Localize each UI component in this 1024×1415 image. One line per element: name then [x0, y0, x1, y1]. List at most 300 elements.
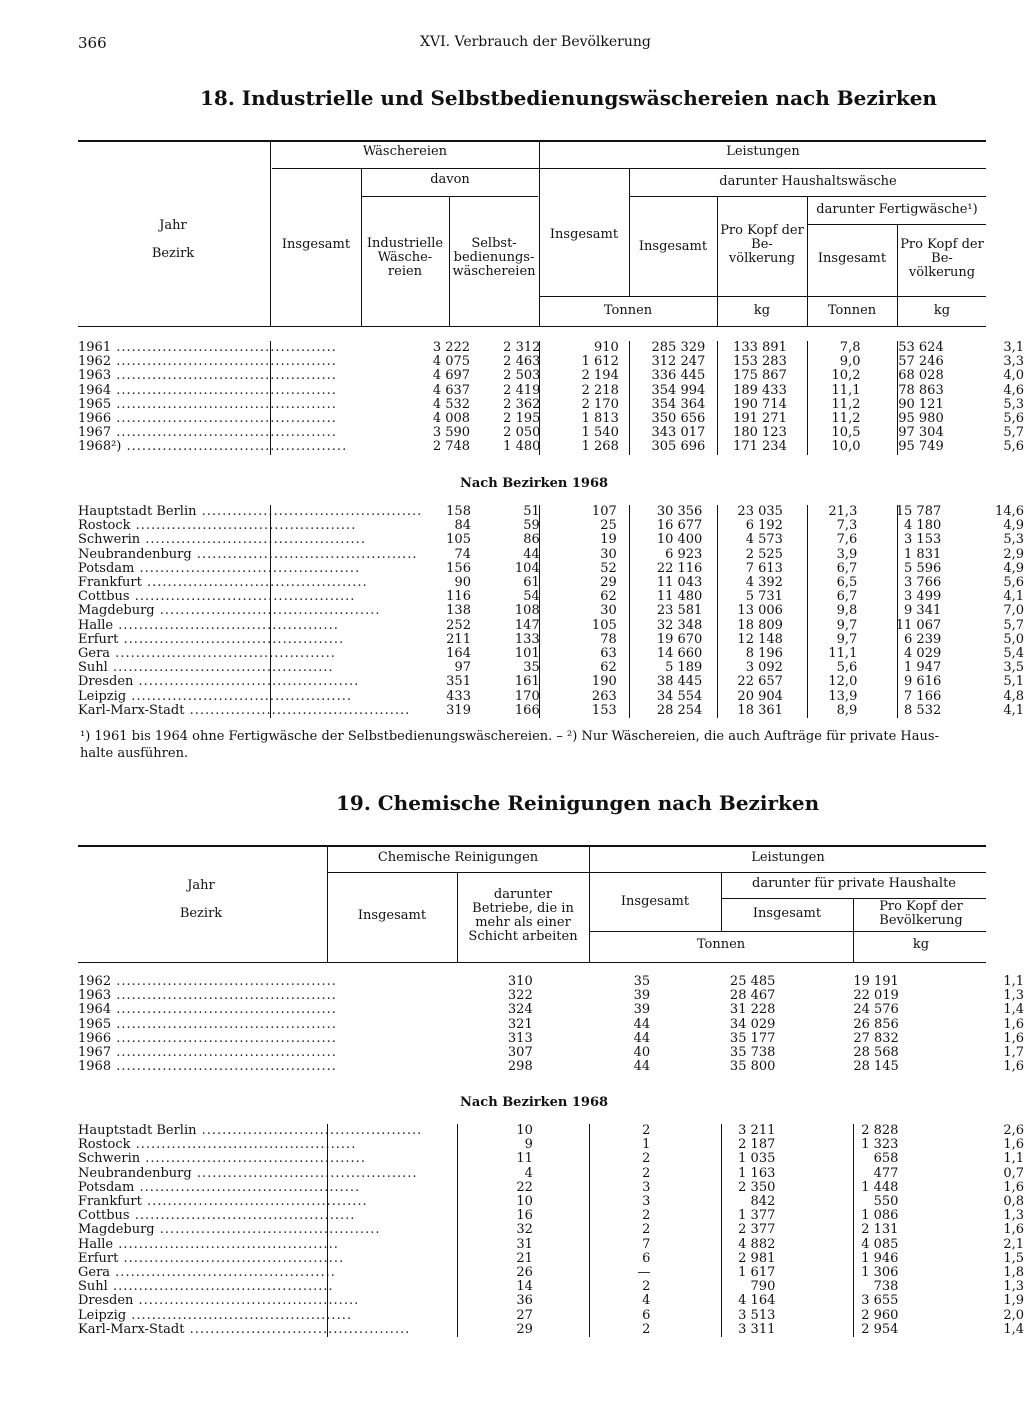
cell-value: 107: [591, 504, 617, 519]
cell-value: 2 050: [503, 425, 541, 441]
cell-value: 22 657: [737, 674, 783, 690]
header-davon: davon: [430, 172, 470, 187]
cell-value: 30: [600, 603, 617, 619]
row-label: 1966 ...........................................: [78, 411, 337, 427]
table-row: [78, 533, 1024, 547]
cell-value: 12 148: [737, 631, 783, 647]
row-label: Suhl ...........................................: [78, 660, 334, 676]
cell-value: 2,9: [1003, 546, 1024, 562]
cell-value: 29: [516, 1321, 533, 1337]
header-waeschereien: Wäschereien: [362, 144, 448, 159]
cell-value: 28 145: [853, 1059, 899, 1075]
footnote-line-2: halte ausführen.: [80, 746, 189, 761]
cell-value: 13 006: [737, 603, 783, 619]
cell-value: 19: [600, 532, 617, 548]
row-label: Cottbus ...........................................: [78, 1208, 356, 1224]
cell-value: 9,7: [836, 631, 858, 647]
cell-value: 2: [642, 1222, 651, 1238]
table-row: [78, 398, 1024, 412]
cell-value: 2 419: [503, 382, 541, 398]
cell-value: 52: [600, 560, 617, 576]
cell-value: 10,2: [831, 368, 861, 384]
cell-value: 3: [642, 1179, 651, 1195]
table-19-years: [78, 975, 1024, 1074]
cell-value: 4,9: [1003, 560, 1024, 576]
cell-value: 15 787: [895, 504, 942, 519]
row-label: Rostock ...........................................: [78, 518, 357, 534]
cell-value: 28 568: [853, 1045, 899, 1061]
cell-value: 8 532: [904, 702, 942, 718]
cell-value: 38 445: [656, 674, 703, 690]
cell-value: 44: [633, 1030, 651, 1046]
cell-value: 354 364: [651, 396, 706, 412]
cell-value: 31: [516, 1236, 533, 1252]
cell-value: 1 377: [738, 1208, 776, 1224]
table-row: [78, 1252, 1024, 1266]
cell-value: 59: [523, 518, 540, 534]
row-label: Dresden ...........................................: [78, 1293, 360, 1309]
cell-value: 2 463: [503, 354, 541, 370]
row-label: 1967 ...........................................: [78, 425, 337, 441]
cell-value: 0,8: [1003, 1194, 1024, 1210]
cell-value: 7,8: [839, 340, 861, 355]
cell-value: 2,1: [1003, 1236, 1024, 1252]
row-label: Karl-Marx-Stadt ...........................................: [78, 1321, 411, 1337]
cell-value: 1 612: [581, 354, 619, 370]
row-label: Potsdam ...........................................: [78, 560, 361, 576]
cell-value: 2 954: [861, 1321, 899, 1337]
cell-value: 2,0: [1003, 1307, 1024, 1323]
cell-value: 84: [454, 518, 471, 534]
cell-value: 2 362: [503, 396, 541, 412]
table-18-districts: [78, 505, 1024, 718]
cell-value: 2 377: [738, 1222, 776, 1238]
cell-value: 5,0: [1003, 631, 1024, 647]
cell-value: 9 616: [904, 674, 942, 690]
table-row: [78, 1060, 1024, 1074]
cell-value: 1 035: [738, 1151, 776, 1167]
table-18-title: 18. Industrielle und Selbstbedienungswäschereien nach Bezirken: [200, 86, 937, 110]
cell-value: 57 246: [898, 354, 944, 370]
header-leistungen-insgesamt: Insgesamt: [549, 227, 619, 242]
table-row: [78, 604, 1024, 618]
cell-value: 63: [600, 646, 617, 662]
row-label: 1967 ...........................................: [78, 1045, 337, 1061]
cell-value: 2 187: [738, 1137, 776, 1153]
row-label: Hauptstadt Berlin ...........................................: [78, 1123, 423, 1138]
cell-value: 4,1: [1003, 589, 1024, 605]
cell-value: 23 035: [737, 504, 783, 519]
table-row: [78, 1032, 1024, 1046]
cell-value: 25: [600, 518, 617, 534]
cell-value: 5,6: [1003, 439, 1024, 455]
cell-value: 25 485: [729, 974, 776, 989]
table-19-title: 19. Chemische Reinigungen nach Bezirken: [336, 791, 820, 815]
cell-value: 4 180: [904, 518, 942, 534]
cell-value: 4 029: [904, 646, 942, 662]
table-row: [78, 1266, 1024, 1280]
cell-value: 5,6: [836, 660, 858, 676]
t19-header-insgesamt: Insgesamt: [357, 908, 427, 923]
cell-value: 4 008: [432, 411, 471, 427]
row-label: 1968 ...........................................: [78, 1059, 337, 1075]
header-fertig-prokopf: Pro Kopf der Be- völkerung: [900, 237, 984, 280]
table-row: [78, 562, 1024, 576]
cell-value: 31 228: [729, 1002, 776, 1018]
table-row: [78, 1167, 1024, 1181]
row-label: Halle ...........................................: [78, 617, 339, 633]
cell-value: 310: [507, 974, 533, 989]
cell-value: 1,4: [1003, 1002, 1024, 1018]
cell-value: 39: [633, 988, 651, 1004]
t19-header-unit-kg: kg: [912, 937, 930, 952]
table-row: [78, 1124, 1024, 1138]
cell-value: 190: [591, 674, 617, 690]
cell-value: 4,0: [1003, 368, 1024, 384]
cell-value: 3,3: [1003, 354, 1024, 370]
cell-value: 22 116: [656, 560, 703, 576]
table-row: [78, 440, 1024, 454]
cell-value: 305 696: [651, 439, 706, 455]
cell-value: 1 086: [861, 1208, 899, 1224]
cell-value: 147: [514, 617, 540, 633]
cell-value: 738: [873, 1279, 899, 1295]
cell-value: 1 163: [738, 1165, 776, 1181]
cell-value: 9: [524, 1137, 533, 1153]
cell-value: 3 092: [745, 660, 783, 676]
row-label: Halle ...........................................: [78, 1236, 339, 1252]
cell-value: 101: [514, 646, 540, 662]
t19-header-leistungen-insgesamt: Insgesamt: [620, 894, 690, 909]
cell-value: 86: [523, 532, 540, 548]
table-row: [78, 1003, 1024, 1017]
cell-value: 1,3: [1003, 1208, 1024, 1224]
table-row: [78, 1309, 1024, 1323]
row-label: 1962 ...........................................: [78, 974, 337, 989]
cell-value: 18 809: [737, 617, 783, 633]
cell-value: 0,7: [1003, 1165, 1024, 1181]
table-row: [78, 1138, 1024, 1152]
cell-value: 26: [516, 1265, 533, 1281]
header-selbstbedienung: Selbst- bedienungs- wäschereien: [452, 236, 536, 279]
cell-value: 307: [507, 1045, 533, 1061]
table-row: [78, 1223, 1024, 1237]
table-row: [78, 619, 1024, 633]
cell-value: 6,5: [836, 575, 858, 591]
cell-value: 3,9: [836, 546, 858, 562]
cell-value: 175 867: [733, 368, 787, 384]
t19-header-bezirk: Bezirk: [179, 906, 223, 921]
cell-value: 324: [507, 1002, 533, 1018]
cell-value: 20 904: [737, 688, 783, 704]
cell-value: 153: [591, 702, 617, 718]
cell-value: 28 254: [656, 702, 703, 718]
cell-value: 35: [523, 660, 540, 676]
cell-value: 2 194: [581, 368, 619, 384]
table-row: [78, 661, 1024, 675]
cell-value: 19 191: [853, 974, 899, 989]
cell-value: 30 356: [656, 504, 703, 519]
cell-value: 4 392: [745, 575, 783, 591]
table-row: [78, 505, 1024, 519]
cell-value: 16: [516, 1208, 533, 1224]
cell-value: 5,3: [1003, 396, 1024, 412]
cell-value: 44: [633, 1016, 651, 1032]
row-label: Magdeburg ...........................................: [78, 603, 381, 619]
table-18-years: [78, 341, 1024, 455]
header-fertig-insgesamt: Insgesamt: [817, 251, 887, 266]
cell-value: 2 218: [581, 382, 619, 398]
row-label: 1962 ...........................................: [78, 354, 337, 370]
cell-value: 350 656: [651, 411, 706, 427]
cell-value: 14 660: [656, 646, 703, 662]
table-row: [78, 1195, 1024, 1209]
table-row: [78, 355, 1024, 369]
chapter-title: XVI. Verbrauch der Bevölkerung: [420, 34, 651, 50]
t19-header-schichtbetriebe: darunter Betriebe, die in mehr als einer Schicht arbeiten: [468, 887, 578, 944]
table-row: [78, 412, 1024, 426]
cell-value: 1 813: [581, 411, 619, 427]
header-leistungen: Leistungen: [726, 144, 800, 159]
cell-value: 2: [642, 1151, 651, 1167]
cell-value: 3 311: [738, 1321, 776, 1337]
table-row: [78, 369, 1024, 383]
cell-value: 97: [454, 660, 471, 676]
header-fertigwaesche: darunter Fertigwäsche¹): [816, 202, 978, 217]
cell-value: 5,7: [1003, 425, 1024, 441]
row-label: Karl-Marx-Stadt ...........................................: [78, 702, 411, 718]
table-row: [78, 576, 1024, 590]
cell-value: 2 195: [503, 411, 541, 427]
cell-value: 4 697: [432, 368, 471, 384]
cell-value: 7,0: [1003, 603, 1024, 619]
row-label: Schwerin ...........................................: [78, 532, 366, 548]
cell-value: 7: [642, 1236, 651, 1252]
cell-value: 68 028: [898, 368, 944, 384]
table-19-districts: [78, 1124, 1024, 1337]
row-label: Potsdam ...........................................: [78, 1179, 361, 1195]
cell-value: 105: [591, 617, 617, 633]
cell-value: 3 655: [861, 1293, 899, 1309]
cell-value: 3,5: [1003, 660, 1024, 676]
cell-value: 158: [446, 504, 471, 519]
cell-value: 3 153: [904, 532, 942, 548]
cell-value: 322: [507, 988, 533, 1004]
cell-value: 910: [594, 340, 619, 355]
table-row: [78, 675, 1024, 689]
row-label: Gera ...........................................: [78, 1265, 336, 1281]
t19-header-prokopf: Pro Kopf der Bevölkerung: [879, 899, 963, 928]
cell-value: 11: [516, 1151, 533, 1167]
cell-value: 32 348: [656, 617, 703, 633]
cell-value: 3 590: [432, 425, 471, 441]
table-row: [78, 1209, 1024, 1223]
cell-value: 171 234: [733, 439, 787, 455]
cell-value: 9 341: [904, 603, 942, 619]
page-number: 366: [78, 34, 107, 52]
cell-value: —: [637, 1265, 651, 1281]
cell-value: 1 448: [861, 1179, 899, 1195]
cell-value: 7,6: [836, 532, 858, 548]
cell-value: 1 947: [904, 660, 942, 676]
cell-value: 104: [514, 560, 540, 576]
cell-value: 5,4: [1003, 646, 1024, 662]
table-row: [78, 426, 1024, 440]
header-insgesamt: Insgesamt: [281, 237, 351, 252]
cell-value: 74: [454, 546, 471, 562]
cell-value: 138: [446, 603, 471, 619]
row-label: Cottbus ...........................................: [78, 589, 356, 605]
cell-value: 32: [516, 1222, 533, 1238]
cell-value: 36: [516, 1293, 533, 1309]
cell-value: 9,0: [839, 354, 861, 370]
row-label: Suhl ...........................................: [78, 1279, 334, 1295]
cell-value: 5,6: [1003, 575, 1024, 591]
table-row: [78, 1294, 1024, 1308]
cell-value: 2: [642, 1123, 651, 1138]
t19-header-unit-tonnen: Tonnen: [696, 937, 746, 952]
cell-value: 4 573: [745, 532, 783, 548]
table-row: [78, 590, 1024, 604]
table-row: [78, 704, 1024, 718]
table-row: [78, 989, 1024, 1003]
cell-value: 34 029: [729, 1016, 776, 1032]
cell-value: 78 863: [898, 382, 944, 398]
cell-value: 1,4: [1003, 1321, 1024, 1337]
cell-value: 11,1: [831, 382, 861, 398]
cell-value: 1,3: [1003, 988, 1024, 1004]
footnote-line-1: ¹) 1961 bis 1964 ohne Fertigwäsche der Selbstbedienungswäschereien. – ²) Nur Wäschereien, die auch Aufträge für private Haus-: [80, 729, 939, 744]
table-18-section-title: Nach Bezirken 1968: [460, 476, 609, 491]
t19-header-jahr: Jahr: [187, 878, 215, 893]
cell-value: 4 164: [738, 1293, 776, 1309]
row-label: 1965 ...........................................: [78, 396, 337, 412]
header-bezirk: Bezirk: [151, 246, 195, 261]
cell-value: 1 480: [503, 439, 541, 455]
row-label: Schwerin ...........................................: [78, 1151, 366, 1167]
cell-value: 1 323: [861, 1137, 899, 1153]
cell-value: 108: [514, 603, 540, 619]
cell-value: 1,8: [1003, 1265, 1024, 1281]
cell-value: 2: [642, 1165, 651, 1181]
cell-value: 5 731: [745, 589, 783, 605]
cell-value: 190 714: [733, 396, 787, 412]
cell-value: 90: [454, 575, 471, 591]
cell-value: 27: [516, 1307, 533, 1323]
cell-value: 5,6: [1003, 411, 1024, 427]
cell-value: 3,1: [1003, 340, 1024, 355]
header-haushalt-prokopf: Pro Kopf der Be- völkerung: [720, 223, 804, 266]
cell-value: 2: [642, 1208, 651, 1224]
cell-value: 1 540: [581, 425, 619, 441]
cell-value: 95 749: [898, 439, 944, 455]
table-row: [78, 341, 1024, 355]
cell-value: 51: [523, 504, 540, 519]
t19-header-private-insgesamt: Insgesamt: [752, 906, 822, 921]
cell-value: 658: [873, 1151, 899, 1167]
cell-value: 35 177: [729, 1030, 776, 1046]
table-19-section-title: Nach Bezirken 1968: [460, 1095, 609, 1110]
cell-value: 11 480: [656, 589, 703, 605]
table-row: [78, 384, 1024, 398]
cell-value: 321: [507, 1016, 533, 1032]
cell-value: 40: [633, 1045, 651, 1061]
cell-value: 14: [516, 1279, 533, 1295]
cell-value: 6: [642, 1307, 651, 1323]
cell-value: 2 131: [861, 1222, 899, 1238]
row-label: Erfurt ...........................................: [78, 1250, 345, 1266]
table-row: [78, 690, 1024, 704]
cell-value: 11 067: [895, 617, 942, 633]
cell-value: 252: [446, 617, 471, 633]
cell-value: 35 800: [729, 1059, 776, 1075]
header-haushaltswaesche: darunter Haushaltswäsche: [719, 174, 897, 189]
cell-value: 95 980: [898, 411, 944, 427]
cell-value: 351: [446, 674, 471, 690]
cell-value: 4 075: [432, 354, 471, 370]
row-label: 1963 ...........................................: [78, 988, 337, 1004]
row-label: Magdeburg ...........................................: [78, 1222, 381, 1238]
row-label: Rostock ...........................................: [78, 1137, 357, 1153]
cell-value: 97 304: [898, 425, 944, 441]
cell-value: 5,1: [1003, 674, 1024, 690]
cell-value: 2,6: [1003, 1123, 1024, 1138]
header-haushalt-insgesamt: Insgesamt: [638, 239, 708, 254]
cell-value: 161: [514, 674, 540, 690]
t19-header-private-haushalte: darunter für private Haushalte: [752, 876, 956, 891]
cell-value: 170: [514, 688, 540, 704]
cell-value: 14,6: [995, 504, 1024, 519]
cell-value: 2 981: [738, 1250, 776, 1266]
cell-value: 2 525: [745, 546, 783, 562]
cell-value: 1 268: [581, 439, 619, 455]
table-row: [78, 975, 1024, 989]
cell-value: 35 738: [729, 1045, 776, 1061]
cell-value: 10,0: [831, 439, 861, 455]
cell-value: 343 017: [651, 425, 706, 441]
row-label: 1964 ...........................................: [78, 1002, 337, 1018]
cell-value: 312 247: [651, 354, 706, 370]
cell-value: 6 192: [745, 518, 783, 534]
cell-value: 191 271: [733, 411, 787, 427]
cell-value: 1,6: [1003, 1030, 1024, 1046]
row-label: Erfurt ...........................................: [78, 631, 345, 647]
cell-value: 35: [633, 974, 651, 989]
cell-value: 19 670: [656, 631, 703, 647]
cell-value: 4,1: [1003, 702, 1024, 718]
cell-value: 34 554: [656, 688, 703, 704]
cell-value: 105: [446, 532, 471, 548]
row-label: 1966 ...........................................: [78, 1030, 337, 1046]
cell-value: 6 239: [904, 631, 942, 647]
cell-value: 263: [591, 688, 617, 704]
header-unit-kg: kg: [753, 303, 771, 318]
row-label: Leipzig ...........................................: [78, 688, 352, 704]
cell-value: 2 748: [432, 439, 471, 455]
cell-value: 211: [446, 631, 471, 647]
cell-value: 1,6: [1003, 1016, 1024, 1032]
cell-value: 842: [750, 1194, 776, 1210]
cell-value: 4: [524, 1165, 533, 1181]
cell-value: 30: [600, 546, 617, 562]
cell-value: 1,1: [1003, 1151, 1024, 1167]
cell-value: 4 637: [432, 382, 471, 398]
cell-value: 10,5: [831, 425, 861, 441]
cell-value: 6 923: [665, 546, 703, 562]
t19-header-chem-reinigungen: Chemische Reinigungen: [377, 850, 539, 865]
cell-value: 1,6: [1003, 1137, 1024, 1153]
cell-value: 3 222: [432, 340, 471, 355]
